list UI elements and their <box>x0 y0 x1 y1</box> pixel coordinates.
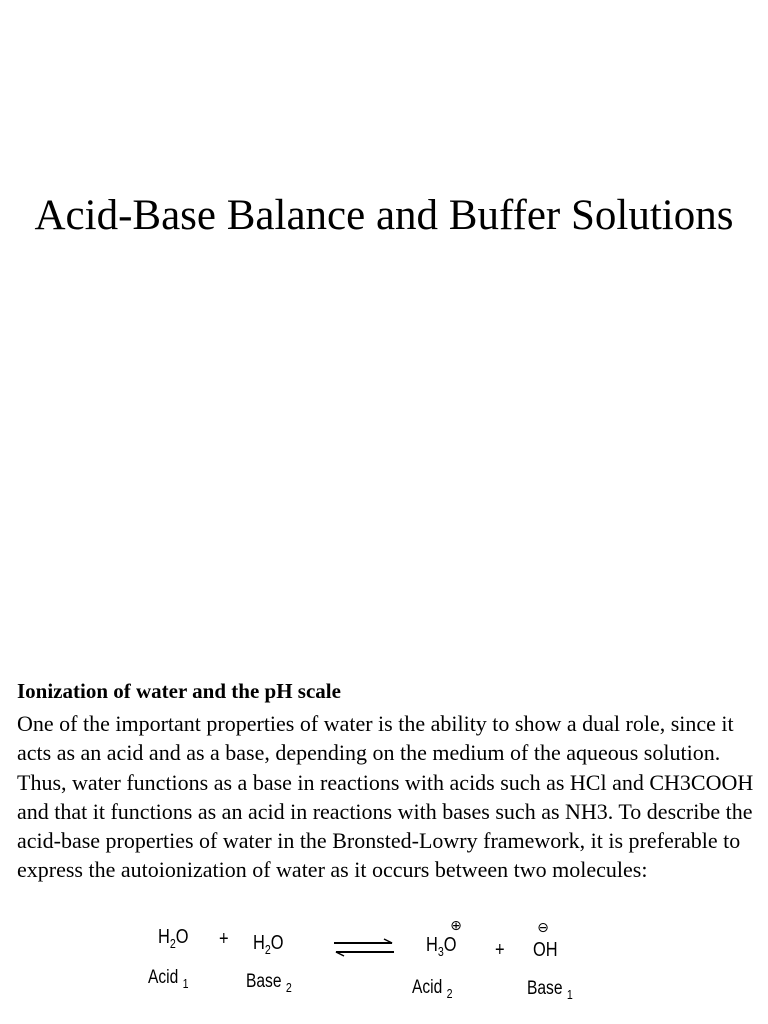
reactant-2-label: Base $_2$ <box>246 971 292 995</box>
product-2-label: Base $_1$ <box>527 978 573 1002</box>
plus-sign-1: + <box>219 928 229 950</box>
section-heading: Ionization of water and the pH scale <box>17 679 341 703</box>
reactant-1-label: Acid $_1$ <box>148 967 189 991</box>
plus-sign-2: + <box>495 939 505 961</box>
product-1-label: Acid $_2$ <box>412 977 453 1001</box>
slide-title: Acid-Base Balance and Buffer Solutions <box>34 192 734 239</box>
product-hydroxide: OH <box>533 939 558 961</box>
section-paragraph: One of the important properties of water is the ability to show a dual role, since it acts as an acid and as a base, depending on the medium of the aqueous solution. Thus, water functions as a base in reactions with acids such as HCl and CH3COOH and that it functions as an acid in reactions with bases such as NH3. To describe the acid-base properties of water in the Bronsted-Lowry framework, it is preferable to express the autoionization of water as it occurs between two molecules: <box>17 711 754 883</box>
equilibrium-arrow-icon <box>332 937 396 959</box>
positive-charge-icon: ⊕ <box>450 918 462 934</box>
autoionization-equation <box>0 915 768 1020</box>
negative-charge-icon: ⊖ <box>537 920 549 936</box>
reactant-water-2: $H_2O$ <box>253 932 284 957</box>
product-hydronium: $H_3O$ <box>426 934 457 959</box>
reactant-water-1: $H_2O$ <box>158 926 189 951</box>
